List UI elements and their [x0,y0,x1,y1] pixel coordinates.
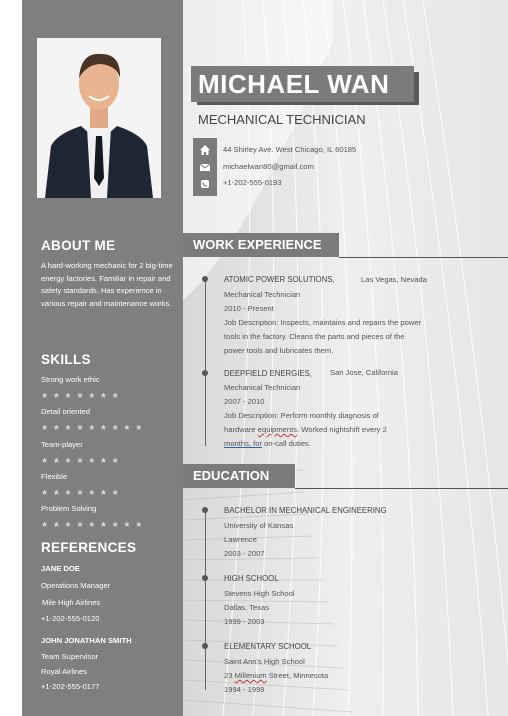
skill-name: Strong work ethic [41,375,100,384]
education-degree: BACHELOR IN MECHANICAL ENGINEERING [224,506,387,515]
envelope-icon [199,161,211,173]
contact-icons-strip [193,138,217,196]
job-title: MECHANICAL TECHNICIAN [198,112,366,127]
phone-icon [199,178,211,190]
desc-text: on-call duties. [261,439,311,448]
skill-name: Flexible [41,472,68,481]
desc-text: hardware [224,425,258,434]
reference-phone: +1-202-555-0120 [41,614,100,623]
work-experience-heading: WORK EXPERIENCE [193,237,322,252]
reference-phone: +1-202-555-0177 [41,682,100,691]
work-location: San Jose, California [330,368,398,377]
education-place: Lawrence [224,535,257,544]
timeline-dot [202,507,208,513]
about-text: A hard-working mechanic for 2 big-time energy factories. Familiar in repair and safety standards. Has experience in various repair and maintenance works. [41,261,173,308]
contact-phone: +1-202-555-0193 [223,178,282,187]
skill-name: Problem Solving [41,504,97,513]
education-degree: ELEMENTARY SCHOOL [224,642,312,651]
work-description-line: power tools and lubricates them. [224,346,334,355]
candidate-name: MICHAEL WAN [198,69,390,99]
work-description-line: tools in the factory. Cleans the parts and pieces of the [224,332,405,341]
timeline-dot [202,370,208,376]
skill-rating: ★★★★★★★★★ [41,423,147,432]
work-dates: 2007 - 2010 [224,397,265,406]
work-role: Mechanical Technician [224,290,301,299]
spelling-flag: Millenium [234,671,267,680]
education-degree: HIGH SCHOOL [224,574,279,583]
work-location: Las Vegas, Nevada [361,275,427,284]
spelling-flag: equipments [257,425,298,434]
education-header [183,464,295,488]
skill-name: Team-player [41,440,83,449]
work-description-line [224,425,387,434]
profile-photo [37,38,161,198]
contact-email[interactable]: michaelwan80@gmail.com [223,162,314,171]
education-heading: EDUCATION [193,468,270,483]
education-school: Stevens High School [224,589,295,598]
timeline-dot [202,643,208,649]
work-company: ATOMIC POWER SOLUTIONS, [224,275,335,284]
home-icon [199,144,211,156]
section-divider [295,488,508,489]
education-dates: 2003 - 2007 [224,549,265,558]
skill-rating: ★★★★★★★ [41,456,124,465]
work-description-line: Job Description: Inspects, maintains and repairs the power [224,318,422,327]
desc-text: . Worked nightshift every 2 [297,425,387,434]
place-text: Street, Minnesota [266,671,329,680]
reference-name: JOHN JONATHAN SMITH [41,636,132,645]
contact-address: 44 Shirley Ave. West Chicago, IL 60185 [223,145,357,154]
skill-name: Detail oriented [41,407,90,416]
education-dates: 1999 - 2003 [224,617,265,626]
skill-rating: ★★★★★★★ [41,391,124,400]
reference-company: Mile High Airlines [42,598,101,607]
sidebar [22,0,183,716]
skill-rating: ★★★★★★★ [41,488,124,497]
work-description-line [224,439,311,448]
reference-name: JANE DOE [41,564,80,573]
place-text: 23 [224,671,235,680]
skills-heading: SKILLS [41,352,91,367]
work-timeline [205,280,206,446]
grammar-flag: months, for [224,439,262,448]
references-heading: REFERENCES [41,540,137,555]
education-dates: 1994 - 1999 [224,685,265,694]
education-school: University of Kansas [224,521,294,530]
reference-role: Operations Manager [41,581,111,590]
work-dates: 2010 - Present [224,304,274,313]
timeline-dot [202,575,208,581]
name-box [191,66,414,102]
education-timeline [205,510,206,690]
work-role: Mechanical Technician [224,383,301,392]
work-experience-header [183,233,339,257]
about-heading: ABOUT ME [41,238,116,253]
education-place: Dallas, Texas [224,603,270,612]
work-company: DEEPFIELD ENERGIES, [224,369,312,378]
work-description-line: Job Description: Perform monthly diagnosis of [224,411,379,420]
timeline-dot [202,276,208,282]
reference-company: Royal Airlines [41,667,88,676]
education-school: Saint Ann's High School [224,657,305,666]
education-place [224,671,328,680]
section-divider [339,257,508,258]
skill-rating: ★★★★★★★★★ [41,520,147,529]
reference-role: Team Supervisor [41,652,98,661]
